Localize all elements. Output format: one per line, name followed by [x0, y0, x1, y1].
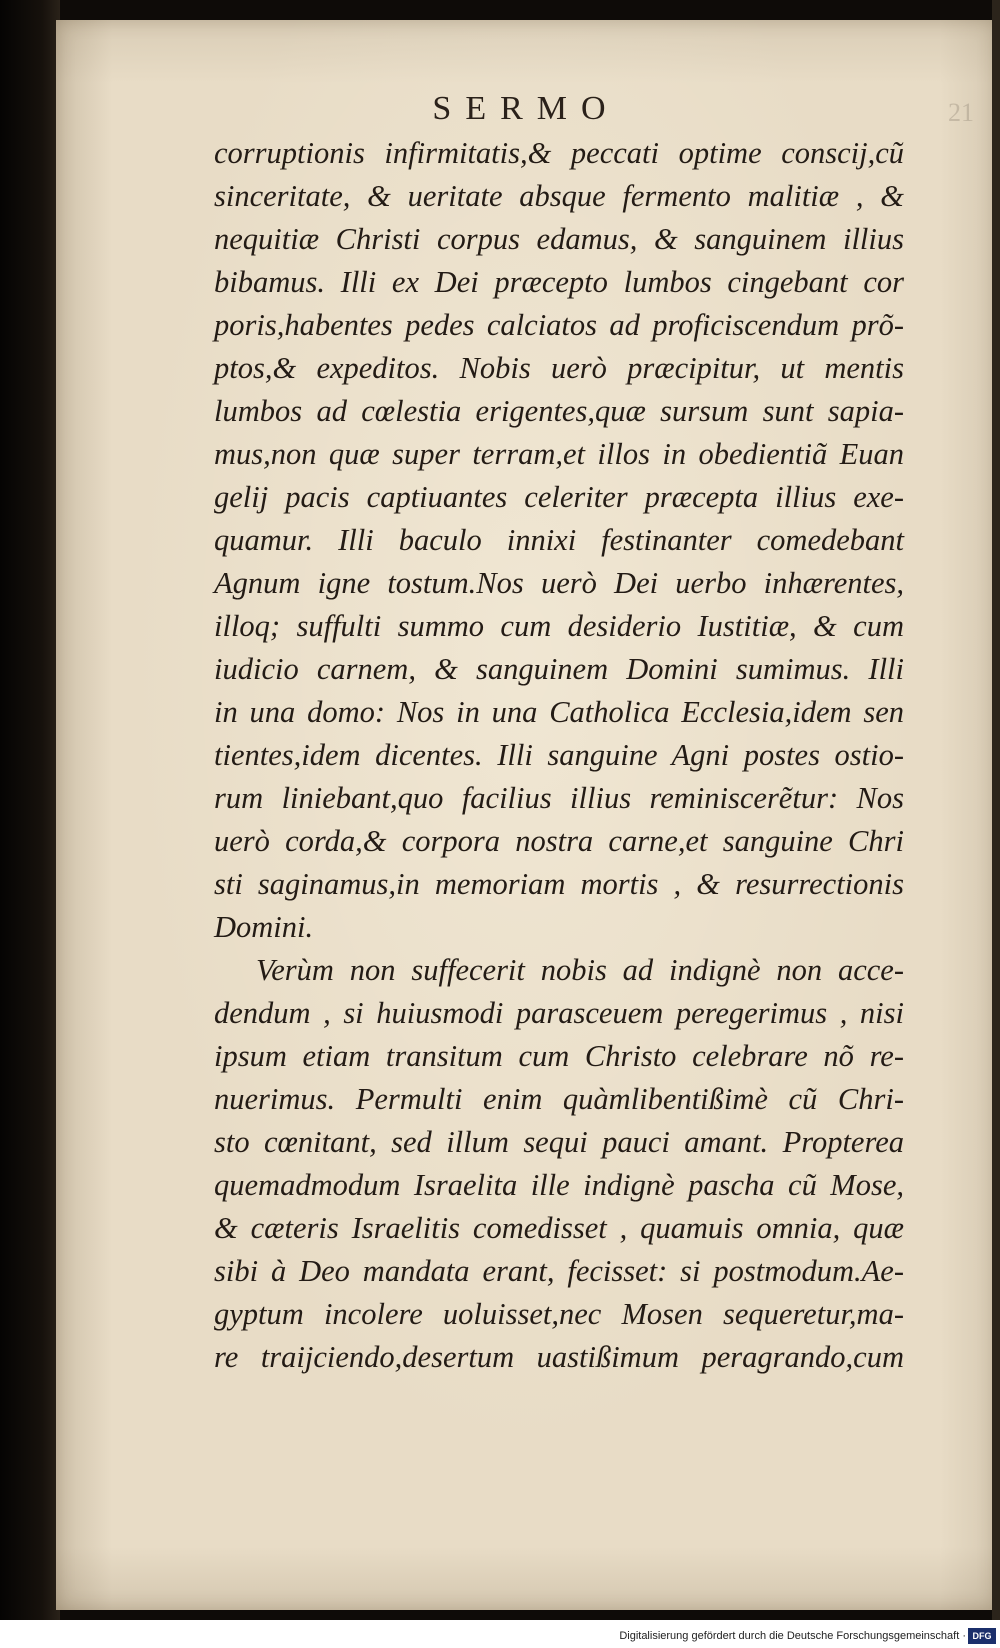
text-line: sibi à Deo mandata erant, fecisset: si postmodum.Ae- — [214, 1254, 904, 1288]
running-title: SERMO — [432, 90, 620, 127]
text-line: tientes,idem dicentes. Illi sanguine Agni postes ostio- — [214, 738, 904, 772]
text-line: nequitiæ Christi corpus edamus, & sanguinem illius — [214, 222, 904, 256]
book-gutter-shadow — [0, 0, 60, 1620]
text-line: sto cœnitant, sed illum sequi pauci amant. Propterea — [214, 1125, 904, 1159]
text-line: quemadmodum Israelita ille indignè pascha cũ Mose, — [214, 1168, 904, 1202]
text-line: gelij pacis captiuantes celeriter præcepta illius exe- — [214, 480, 904, 514]
page-right-edge — [992, 0, 1000, 1620]
text-line: quamur. Illi baculo innixi festinanter comedebant — [214, 523, 904, 557]
text-line: Agnum igne tostum.Nos uerò Dei uerbo inhærentes, — [214, 566, 904, 600]
text-line: Domini. — [214, 910, 314, 944]
page-number-bleedthrough: 21 — [948, 98, 974, 127]
book-page — [56, 20, 996, 1610]
text-line: & cæteris Israelitis comedisset , quamuis omnia, quæ — [214, 1211, 904, 1245]
text-line: rum liniebant,quo facilius illius reminiscerẽtur: Nos — [214, 781, 904, 815]
text-line: uerò corda,& corpora nostra carne,et sanguine Chri — [214, 824, 904, 858]
footer-credit: Digitalisierung gefördert durch die Deutsche Forschungsgemeinschaft · — [619, 1630, 966, 1642]
text-line: ptos,& expeditos. Nobis uerò præcipitur, ut mentis — [214, 351, 904, 385]
text-line: gyptum incolere uoluisset,nec Mosen sequeretur,ma- — [214, 1297, 904, 1331]
dfg-logo-icon: DFG — [968, 1628, 996, 1644]
text-line: corruptionis infirmitatis,& peccati optime conscij,cũ — [214, 136, 904, 170]
text-line: poris,habentes pedes calciatos ad proficiscendum prõ- — [214, 308, 904, 342]
text-line: sti saginamus,in memoriam mortis , & resurrectionis — [214, 867, 904, 901]
text-line: lumbos ad cœlestia erigentes,quæ sursum sunt sapia- — [214, 394, 904, 428]
text-line: dendum , si huiusmodi parasceuem peregerimus , nisi — [214, 996, 904, 1030]
text-line: iudicio carnem, & sanguinem Domini sumimus. Illi — [214, 652, 904, 686]
text-line: in una domo: Nos in una Catholica Ecclesia,idem sen — [214, 695, 904, 729]
text-line: mus,non quæ super terram,et illos in obedientiã Euan — [214, 437, 904, 471]
text-line: nuerimus. Permulti enim quàmlibentißimè cũ Chri- — [214, 1082, 904, 1116]
text-line: Verùm non suffecerit nobis ad indignè non acce- — [256, 953, 904, 987]
text-line: illoq; suffulti summo cum desiderio Iustitiæ, & cum — [214, 609, 904, 643]
text-line: bibamus. Illi ex Dei præcepto lumbos cingebant cor — [214, 265, 904, 299]
text-line: sinceritate, & ueritate absque fermento malitiæ , & — [214, 179, 904, 213]
text-line: re traijciendo,desertum uastißimum peragrando,cum — [214, 1340, 904, 1374]
footer-bar — [0, 1620, 1000, 1648]
text-line: ipsum etiam transitum cum Christo celebrare nõ re- — [214, 1039, 904, 1073]
body-text — [214, 132, 904, 1379]
